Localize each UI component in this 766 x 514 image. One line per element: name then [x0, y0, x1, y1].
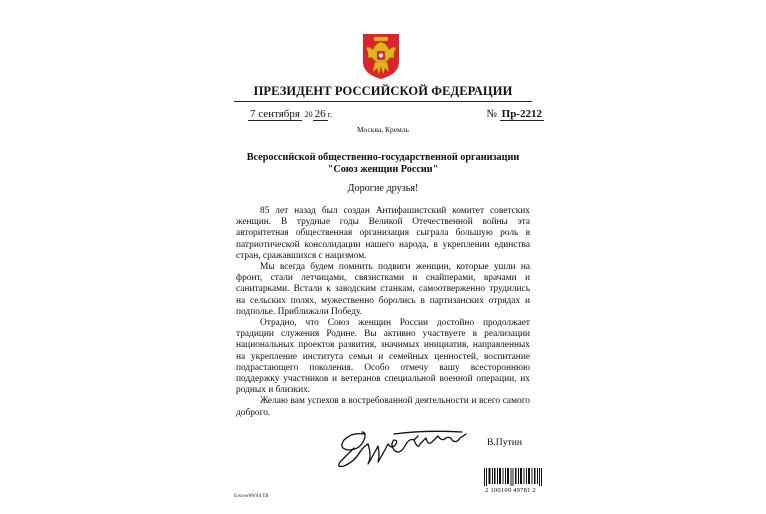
- paragraph: Отрадно, что Союз женщин России достойно продолжает традиции служения Родине. Вы активно участвуете в реализации национальных проектов развития, значимых инициатив, направленных на укрепление института семьи и семейных ценностей, воспитание подрастающего поколения. Особо отмечу вашу всестороннюю поддержку участников и ветеранов специальной военной операции, их родных и близких.: [236, 318, 530, 396]
- number-prefix: №: [486, 108, 497, 120]
- signer-name: В.Путин: [487, 437, 522, 448]
- page-title: ПРЕЗИДЕНТ РОССИЙСКОЙ ФЕДЕРАЦИИ: [253, 84, 513, 98]
- date-year: 26: [314, 108, 326, 120]
- date-day-month: 7 сентября: [250, 108, 300, 120]
- greeting: Дорогие друзья!: [347, 183, 419, 194]
- russian-coat-of-arms-icon: [361, 32, 401, 80]
- form-code: Бланк99/44 ЕВ: [234, 494, 269, 499]
- date-century: 20: [304, 110, 313, 119]
- barcode-number: 2 100109 49781 2: [485, 487, 537, 494]
- paragraph: 85 лет назад был создан Антифашистский комитет советских женщин. В трудные годы Великой Отечественной войны эта авторитетная общественная организация сыграла большую роль в патриотической консолидации нашего народа, в укреплении единства стран, сражавшихся с нацизмом.: [236, 206, 530, 261]
- barcode: [484, 468, 542, 486]
- document-date: [248, 108, 332, 120]
- paragraph: Желаю вам успехов в востребованной деятельности и всего самого доброго.: [236, 396, 530, 418]
- header-divider: [234, 101, 532, 102]
- addressee-line-2: "Союз женщин России": [327, 164, 439, 175]
- date-suffix: г.: [327, 110, 333, 119]
- addressee: [236, 152, 530, 176]
- document-place: Москва, Кремль: [357, 125, 409, 134]
- document-number: [486, 108, 544, 120]
- addressee-line-1: Всероссийской общественно-государственной организации: [246, 152, 520, 163]
- number-value: Пр-2212: [501, 108, 542, 120]
- paragraph: Мы всегда будем помнить подвиги женщин, которые ушли на фронт, стали летчицами, связистками и снайперами, врачами и санитарками. Встали к заводским станкам, самоотверженно трудились на сельских полях, мужественно боролись в партизанских отрядах и подполье. Приближали Победу.: [236, 262, 530, 317]
- letter-body: [236, 206, 530, 419]
- handwritten-signature: [334, 426, 474, 470]
